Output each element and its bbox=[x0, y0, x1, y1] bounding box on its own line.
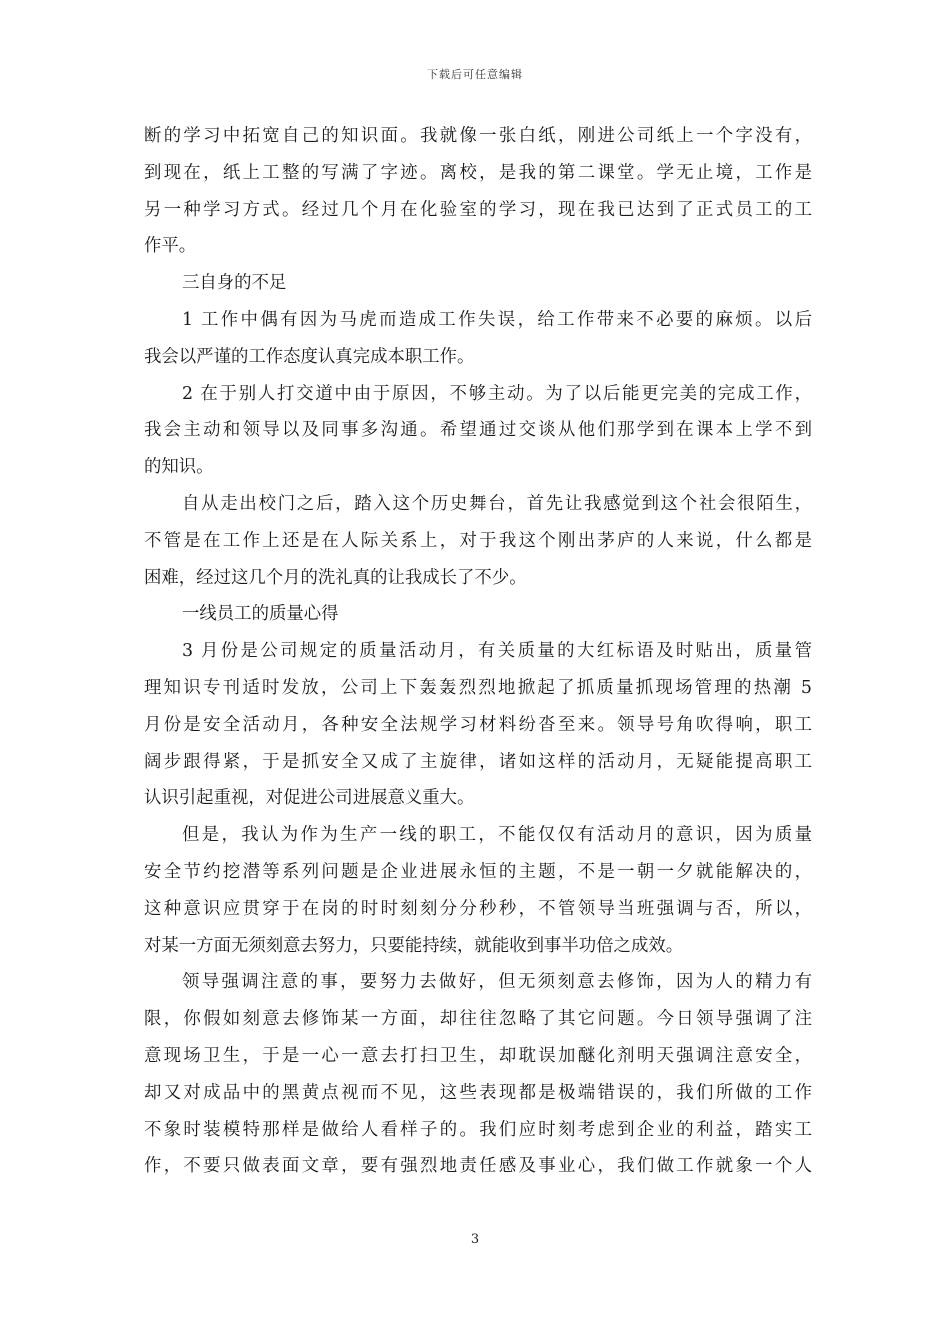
paragraph bbox=[144, 118, 812, 265]
text-line: 的知识。 bbox=[144, 457, 214, 478]
paragraph bbox=[144, 376, 812, 486]
paragraph bbox=[144, 265, 812, 302]
text-line: 领导强调注意的事，要努力去做好，但无须刻意去修饰，因为人的精力有 bbox=[182, 972, 812, 993]
text-line: 阔步跟得紧，于是抓安全又成了主旋律，诸如这样的活动月，无疑能提高职工 bbox=[144, 751, 812, 772]
text-line: 另一种学习方式。经过几个月在化验室的学习，现在我已达到了正式员工的工 bbox=[144, 199, 812, 220]
text-line: 但是，我认为作为生产一线的职工，不能仅仅有活动月的意识，因为质量 bbox=[182, 825, 812, 846]
paragraph bbox=[144, 486, 812, 596]
text-line: 我会主动和领导以及同事多沟通。希望通过交谈从他们那学到在课本上学不到 bbox=[144, 420, 812, 441]
text-line: 我会以严谨的工作态度认真完成本职工作。 bbox=[144, 346, 475, 367]
text-line: 限，你假如刻意去修饰某一方面，却往往忽略了其它问题。今日领导强调了注 bbox=[144, 1009, 812, 1030]
text-line: 意现场卫生，于是一心一意去打扫卫生，却耽误加醚化剂明天强调注意安全， bbox=[144, 1045, 812, 1066]
text-line: 断的学习中拓宽自己的知识面。我就像一张白纸，刚进公司纸上一个字没有， bbox=[144, 126, 812, 146]
text-line: 3 月份是公司规定的质量活动月，有关质量的大红标语及时贴出，质量管 bbox=[182, 641, 812, 662]
text-line: 这种意识应贯穿于在岗的时时刻刻分分秒秒，不管领导当班强调与否，所以， bbox=[144, 898, 812, 919]
paragraph bbox=[144, 633, 812, 817]
text-line: 理知识专刊适时发放，公司上下轰轰烈烈地掀起了抓质量抓现场管理的热潮 5 bbox=[144, 677, 812, 698]
text-line: 不管是在工作上还是在人际关系上，对于我这个刚出茅庐的人来说，什么都是 bbox=[144, 530, 812, 551]
text-line: 自从走出校门之后，踏入这个历史舞台，首先让我感觉到这个社会很陌生， bbox=[182, 493, 812, 514]
text-line: 作平。 bbox=[144, 236, 197, 257]
text-line: 月份是安全活动月，各种安全法规学习材料纷沓至来。领导号角吹得响，职工 bbox=[144, 714, 812, 735]
paragraph bbox=[144, 964, 812, 1185]
text-line: 三自身的不足 bbox=[182, 273, 287, 294]
paragraph bbox=[144, 596, 812, 633]
paragraph bbox=[144, 302, 812, 376]
text-line: 不象时装模特那样是做给人看样子的。我们应时刻考虑到企业的利益，踏实工 bbox=[144, 1119, 812, 1140]
text-line: 安全节约挖潜等系列问题是企业进展永恒的主题，不是一朝一夕就能解决的， bbox=[144, 861, 812, 882]
text-line: 困难，经过这几个月的洗礼真的让我成长了不少。 bbox=[144, 567, 527, 588]
document-body bbox=[144, 118, 812, 1185]
paragraph bbox=[144, 817, 812, 964]
page-header: 下载后可任意编辑 bbox=[427, 68, 523, 81]
text-line: 对某一方面无须刻意去努力，只要能持续，就能收到事半功倍之成效。 bbox=[144, 935, 684, 956]
text-line: 2 在于别人打交道中由于原因，不够主动。为了以后能更完美的完成工作， bbox=[182, 383, 812, 404]
text-line: 作，不要只做表面文章，要有强烈地责任感及事业心，我们做工作就象一个人 bbox=[144, 1156, 812, 1177]
text-line: 到现在，纸上工整的写满了字迹。离校，是我的第二课堂。学无止境，工作是 bbox=[144, 162, 812, 183]
text-line: 1 工作中偶有因为马虎而造成工作失误，给工作带来不必要的麻烦。以后 bbox=[182, 309, 812, 330]
text-line: 一线员工的质量心得 bbox=[182, 604, 339, 625]
page-number: 3 bbox=[470, 1232, 480, 1247]
text-line: 认识引起重视，对促进公司进展意义重大。 bbox=[144, 788, 475, 809]
text-line: 却又对成品中的黑黄点视而不见，这些表现都是极端错误的，我们所做的工作 bbox=[144, 1082, 812, 1103]
